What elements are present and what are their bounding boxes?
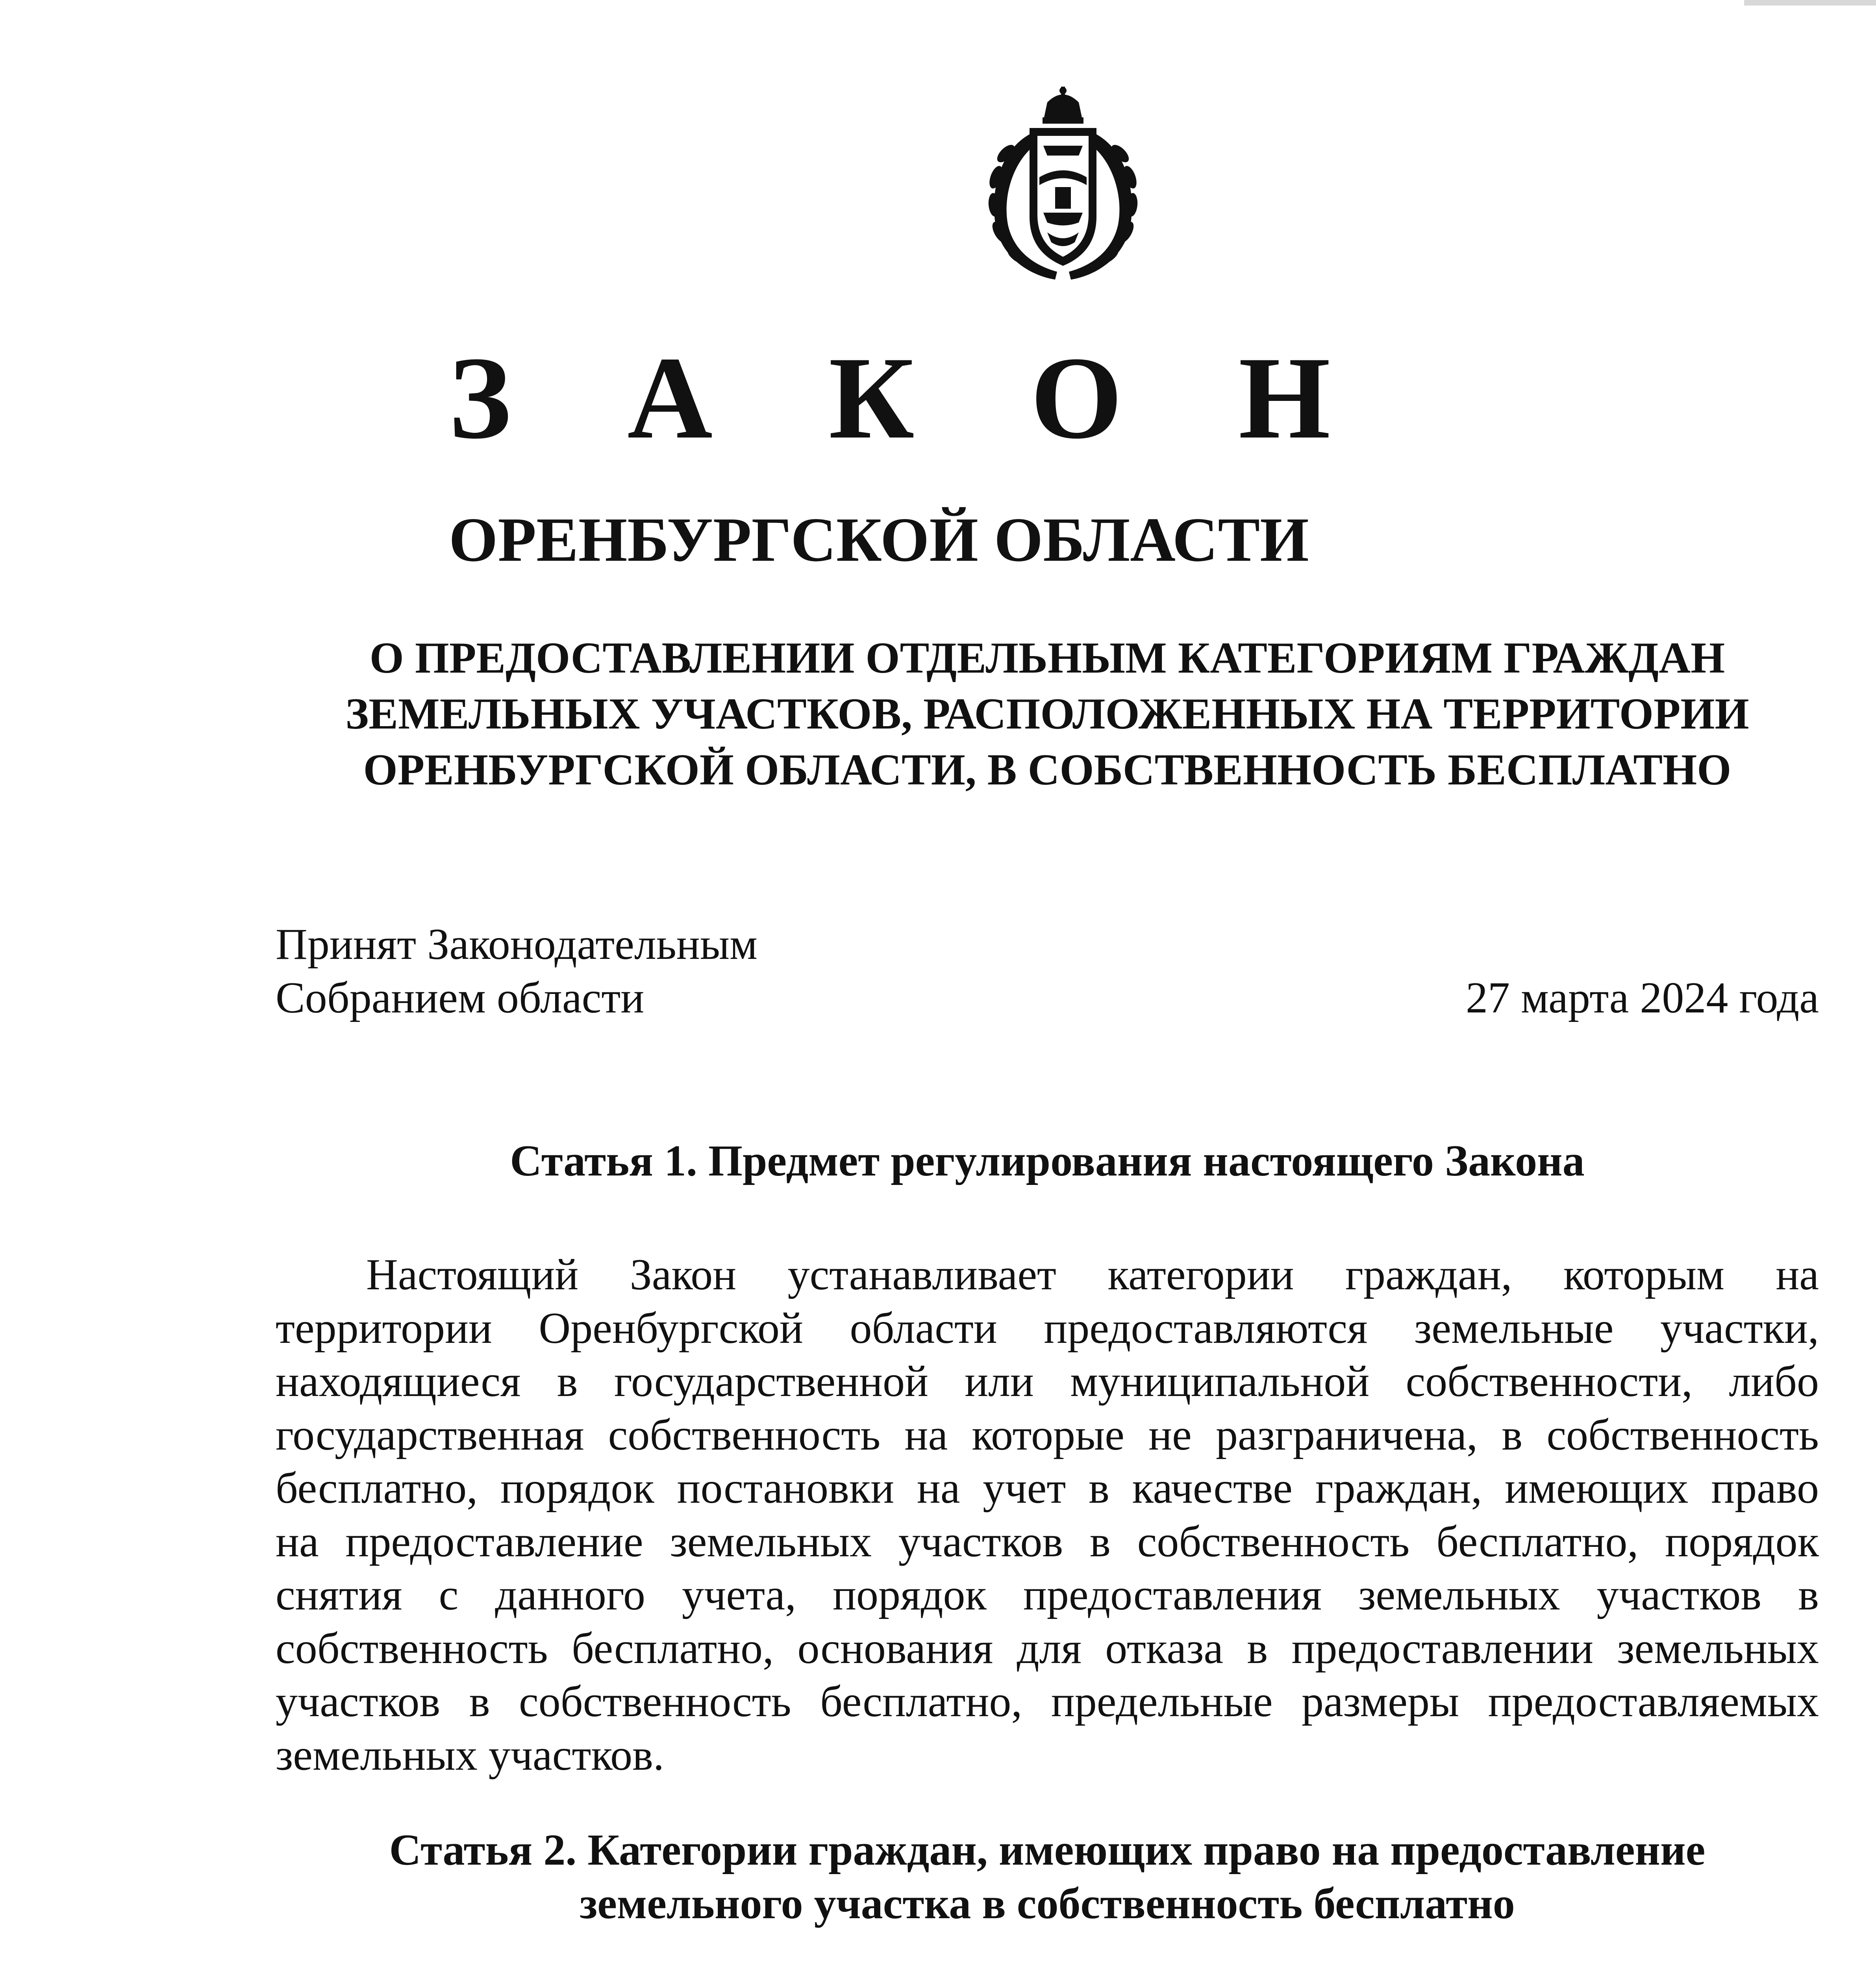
adoption-line: Принят Законодательным (276, 920, 757, 969)
region-title: ОРЕНБУРГСКОЙ ОБЛАСТИ (449, 504, 1309, 575)
law-subject-line: ОРЕНБУРГСКОЙ ОБЛАСТИ, В СОБСТВЕННОСТЬ БЕСПЛАТНО (363, 745, 1732, 794)
paragraph-line: находящиеся в государственной или муниципальной собственности, либо (276, 1357, 1819, 1406)
law-subject-line: ЗЕМЕЛЬНЫХ УЧАСТКОВ, РАСПОЛОЖЕННЫХ НА ТЕРРИТОРИИ (345, 690, 1749, 738)
paragraph-line: снятия с данного учета, порядок предоставления земельных участков в (276, 1570, 1819, 1619)
paragraph-line: государственная собственность на которые не разграничена, в собственность (276, 1410, 1819, 1459)
article-title-line: земельного участка в собственность бесплатно (580, 1879, 1515, 1928)
adoption-line: Собранием области (276, 973, 644, 1022)
scan-edge-mark (1744, 0, 1876, 6)
paragraph-line: участков в собственность бесплатно, предельные размеры предоставляемых (276, 1677, 1819, 1726)
paragraph-line: собственность бесплатно, основания для отказа в предоставлении земельных (276, 1624, 1819, 1673)
paragraph-line: территории Оренбургской области предоставляются земельные участки, (276, 1303, 1819, 1353)
article-2-title (276, 1823, 1819, 1930)
law-subject-line: О ПРЕДОСТАВЛЕНИИ ОТДЕЛЬНЫМ КАТЕГОРИЯМ ГРАЖДАН (369, 634, 1725, 682)
law-title: З А К О Н (449, 332, 1374, 463)
article-1-text (276, 1248, 1819, 1782)
article-1-title (276, 1134, 1819, 1188)
adoption-block (276, 918, 1819, 1025)
article-title-line: Статья 1. Предмет регулирования настоящего Закона (510, 1137, 1585, 1185)
adoption-date: 27 марта 2024 года (1466, 973, 1819, 1022)
coat-of-arms-emblem (980, 87, 1146, 287)
paragraph-line: земельных участков. (276, 1730, 664, 1780)
paragraph-line: бесплатно, порядок постановки на учет в качестве граждан, имеющих право (276, 1464, 1819, 1513)
article-title-line: Статья 2. Категории граждан, имеющих право на предоставление (389, 1826, 1706, 1874)
paragraph-line: на предоставление земельных участков в собственность бесплатно, порядок (276, 1517, 1819, 1566)
paragraph-line: Настоящий Закон устанавливает категории граждан, которым на (366, 1250, 1819, 1299)
law-subject (276, 630, 1819, 798)
